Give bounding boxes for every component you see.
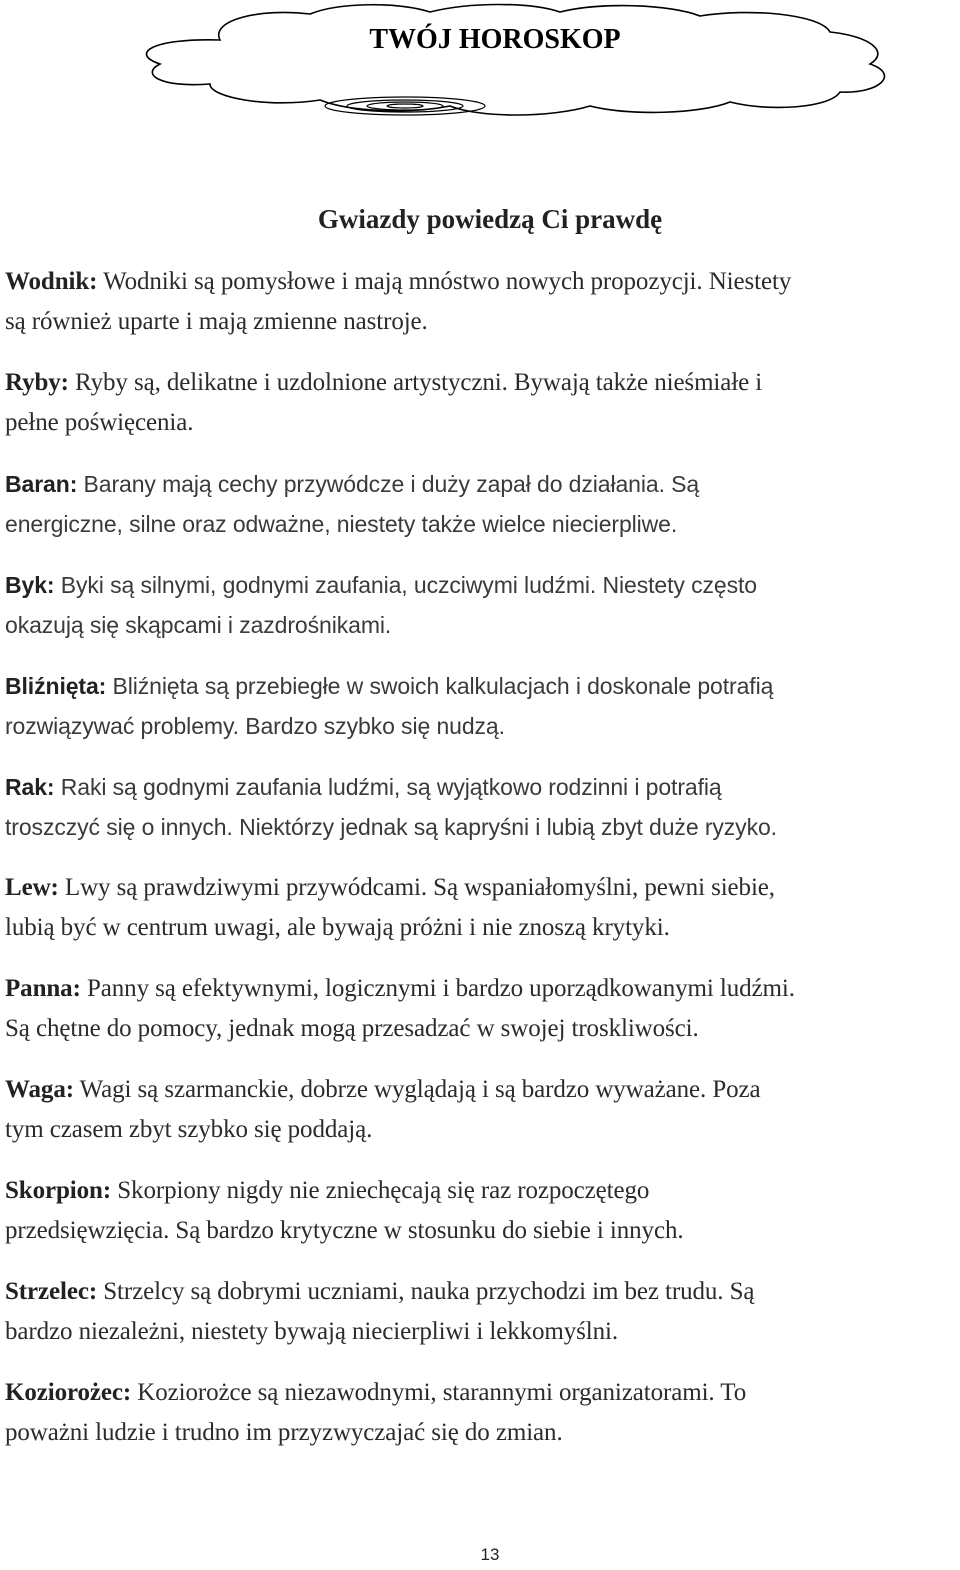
sign-entry-waga bbox=[5, 1070, 957, 1150]
sign-text: Barany mają cechy przywódcze i duży zapał do działania. Są bbox=[77, 471, 700, 497]
horoscope-list bbox=[5, 262, 957, 1474]
sign-entry-panna bbox=[5, 969, 957, 1049]
sign-text: Bliźnięta są przebiegłe w swoich kalkulacjach i doskonale potrafią bbox=[106, 673, 774, 699]
sign-text: Wagi są szarmanckie, dobrze wyglądają i są bardzo wyważane. Poza bbox=[73, 1076, 761, 1103]
sign-text: troszczyć się o innych. Niektórzy jednak są kapryśni i lubią zbyt duże ryzyko. bbox=[5, 814, 777, 840]
sign-name: Wodnik: bbox=[5, 268, 98, 295]
sign-entry-strzelec bbox=[5, 1272, 957, 1352]
title-cloud bbox=[70, 2, 920, 120]
sign-text: Skorpiony nigdy nie zniechęcają się raz rozpoczętego bbox=[111, 1177, 650, 1204]
sign-text: energiczne, silne oraz odważne, niestety także wielce niecierpliwe. bbox=[5, 511, 678, 537]
sign-name: Bliźnięta: bbox=[5, 673, 107, 699]
cloud-shape bbox=[70, 2, 920, 120]
sign-entry-skorpion bbox=[5, 1171, 957, 1251]
sign-text: pełne poświęcenia. bbox=[5, 409, 194, 436]
sign-text: przedsięwzięcia. Są bardzo krytyczne w stosunku do siebie i innych. bbox=[5, 1217, 684, 1244]
sign-name: Skorpion: bbox=[5, 1177, 112, 1204]
sign-text: Raki są godnymi zaufania ludźmi, są wyjątkowo rodzinni i potrafią bbox=[54, 774, 722, 800]
sign-entry-koziorozec bbox=[5, 1373, 957, 1453]
sign-entry-blizneta bbox=[5, 666, 957, 746]
sign-text: Byki są silnymi, godnymi zaufania, uczciwymi ludźmi. Niestety często bbox=[54, 572, 757, 598]
sign-entry-lew bbox=[5, 868, 957, 948]
subtitle: Gwiazdy powiedzą Ci prawdę bbox=[317, 204, 663, 234]
sign-name: Waga: bbox=[5, 1076, 74, 1103]
sign-entry-byk bbox=[5, 565, 957, 645]
sign-text: Lwy są prawdziwymi przywódcami. Są wspaniałomyślni, pewni siebie, bbox=[58, 874, 775, 901]
sign-text: Są chętne do pomocy, jednak mogą przesadzać w swojej troskliwości. bbox=[5, 1015, 699, 1042]
sign-name: Byk: bbox=[5, 572, 55, 598]
sign-entry-ryby bbox=[5, 363, 957, 443]
sign-name: Ryby: bbox=[5, 369, 69, 396]
sign-text: Koziorożce są niezawodnymi, starannymi organizatorami. To bbox=[131, 1379, 747, 1406]
sign-entry-wodnik bbox=[5, 262, 957, 342]
sign-name: Baran: bbox=[5, 471, 78, 497]
sign-text: Strzelcy są dobrymi uczniami, nauka przychodzi im bez trudu. Są bbox=[97, 1278, 755, 1305]
sign-text: okazują się skąpcami i zazdrośnikami. bbox=[5, 612, 392, 638]
sign-text: Panny są efektywnymi, logicznymi i bardzo uporządkowanymi ludźmi. bbox=[80, 975, 795, 1002]
sign-text: rozwiązywać problemy. Bardzo szybko się nudzą. bbox=[5, 713, 505, 739]
sign-text: Wodniki są pomysłowe i mają mnóstwo nowych propozycji. Niestety bbox=[97, 268, 792, 295]
sign-text: lubią być w centrum uwagi, ale bywają próżni i nie znoszą krytyki. bbox=[5, 914, 670, 941]
page-number: 13 bbox=[480, 1545, 500, 1564]
sign-text: tym czasem zbyt szybko się poddają. bbox=[5, 1116, 373, 1143]
sign-text: są również uparte i mają zmienne nastroje. bbox=[5, 308, 428, 335]
sign-text: poważni ludzie i trudno im przyzwyczajać się do zmian. bbox=[5, 1419, 563, 1446]
sign-name: Strzelec: bbox=[5, 1278, 98, 1305]
sign-name: Rak: bbox=[5, 774, 55, 800]
sign-name: Koziorożec: bbox=[5, 1379, 132, 1406]
sign-name: Panna: bbox=[5, 975, 81, 1002]
sign-name: Lew: bbox=[5, 874, 59, 901]
sign-text: Ryby są, delikatne i uzdolnione artystyczni. Bywają także nieśmiałe i bbox=[68, 369, 763, 396]
sign-text: bardzo niezależni, niestety bywają niecierpliwi i lekkomyślni. bbox=[5, 1318, 619, 1345]
page-title: TWÓJ HOROSKOP bbox=[369, 24, 621, 55]
sign-entry-rak bbox=[5, 767, 957, 847]
sign-entry-baran bbox=[5, 464, 957, 544]
